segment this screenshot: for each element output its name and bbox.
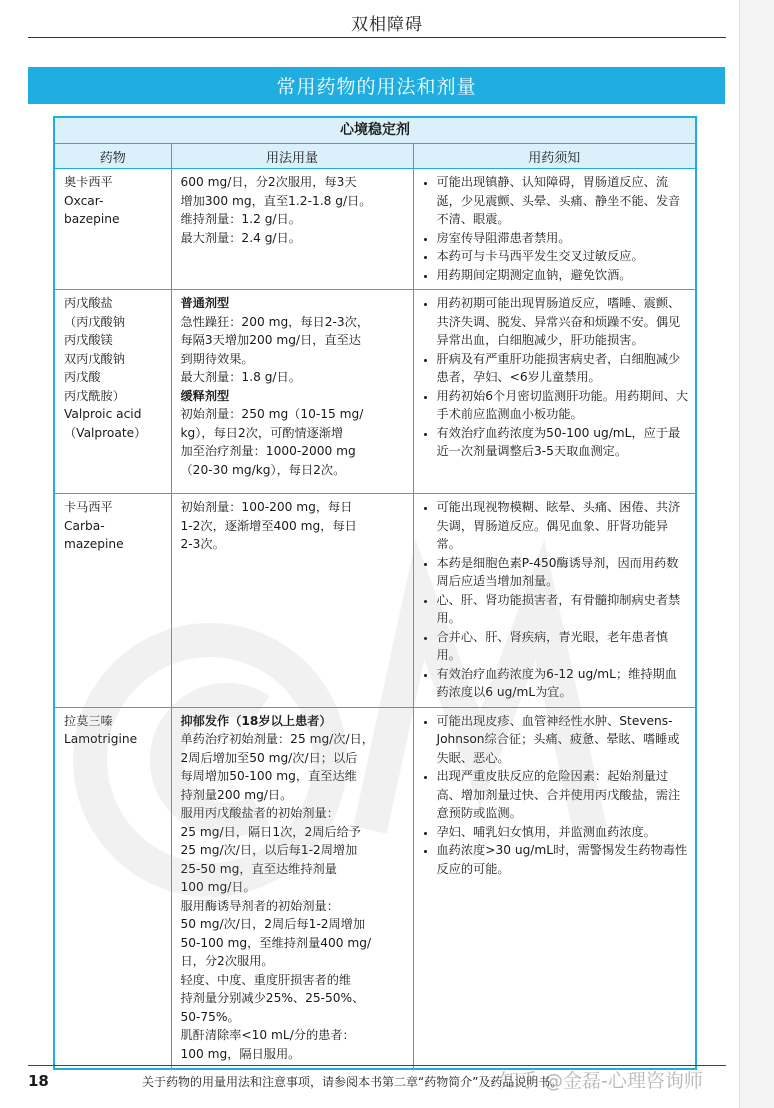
note-item: • 肝病及有严重肝功能损害病史者，白细胞减少患者，孕妇、<6岁儿童禁用。 (437, 350, 690, 387)
footer-note: 关于药物的用量用法和注意事项，请参阅本书第二章“药物简介”及药品说明书。 (142, 1075, 563, 1089)
drug-name-line: （Valproate） (64, 425, 147, 440)
drug-table-grid (55, 144, 695, 1068)
dosage-line: 急性躁狂：200 mg，每日2-3次， (180, 314, 370, 329)
source-watermark: 知乎 @金磊-心理咨询师 (500, 1070, 703, 1092)
drug-name-line: 丙戊酰胺） (64, 388, 125, 403)
dosage-line: 肌酐清除率<10 mL/分的患者： (180, 1028, 355, 1042)
table-row (55, 494, 695, 708)
dosage-line: 2周后增加至50 mg/次/日；以后 (180, 750, 358, 765)
dosage-line: 服用酶诱导剂者的初始剂量： (180, 898, 339, 913)
dosage-heading: 缓释剂型 (180, 388, 230, 403)
dosage-cell (171, 494, 413, 708)
note-item: • 血药浓度>30 ug/mL时，需警惕发生药物毒性反应的可能。 (437, 841, 690, 878)
dosage-line: 每隔3天增加200 mg/日，直至达 (180, 333, 361, 347)
dosage-line: kg），每日2次，可酌情逐渐增 (180, 425, 344, 440)
dosage-line: 日，分2次服用。 (180, 954, 274, 968)
drug-name-line: （丙戊酸钠 (64, 314, 125, 329)
drug-name-cell (55, 494, 171, 708)
dosage-line: 100 mg，隔日服用。 (180, 1046, 301, 1061)
dosage-heading: 普通剂型 (180, 296, 230, 310)
table-row (55, 707, 695, 1068)
dosage-line: 初始剂量：250 mg（10-15 mg/ (180, 407, 364, 421)
column-header-drug: 药物 (55, 144, 171, 169)
drug-name-line: Valproic acid (64, 407, 142, 421)
drug-name-cell (55, 290, 171, 494)
dosage-line: 初始剂量：100-200 mg，每日 (180, 500, 353, 514)
dosage-line: 25 mg/日，隔日1次，2周后给予 (180, 824, 361, 839)
side-tab (739, 0, 774, 1108)
dosage-line: 最大剂量：1.8 g/日。 (180, 370, 301, 384)
dosage-line: 每周增加50-100 mg，直至达维 (180, 769, 357, 783)
drug-name-line: 奥卡西平 (64, 175, 113, 189)
dosage-line: 持剂量分别减少25%、25-50%、 (180, 991, 365, 1005)
dosage-line: 单药治疗初始剂量：25 mg/次/日， (180, 732, 374, 746)
drug-name-line: 丙戊酸镁 (64, 333, 113, 347)
drug-name-line: 拉莫三嗪 (64, 713, 113, 728)
notes-list (423, 173, 690, 284)
notes-cell (413, 494, 695, 708)
drug-name-line: 丙戊酸盐 (64, 296, 113, 310)
dosage-line: 加至治疗剂量：1000-2000 mg (180, 444, 356, 458)
drug-name-line: 卡马西平 (64, 500, 113, 514)
dosage-line: 25-50 mg，直至达维持剂量 (180, 861, 337, 876)
drug-name-line: mazepine (64, 537, 124, 551)
dosage-cell (171, 169, 413, 290)
drug-name-line: Lamotrigine (64, 732, 138, 746)
note-item: • 本药是细胞色素P-450酶诱导剂，因而用药数周后应适当增加剂量。 (437, 554, 690, 591)
notes-cell (413, 169, 695, 290)
dosage-line: （20-30 mg/kg），每日2次。 (180, 462, 346, 477)
drug-name-line: 丙戊酸 (64, 370, 101, 384)
drug-name-line: 双丙戊酸钠 (64, 351, 125, 366)
drug-name-line: bazepine (64, 212, 120, 226)
note-item: • 有效治疗血药浓度为6-12 ug/mL；维持期血药浓度以6 ug/mL为宜。 (437, 665, 690, 702)
drug-name-line: Carba- (64, 518, 105, 533)
table-row (55, 290, 695, 494)
section-banner: 常用药物的用法和剂量 (28, 67, 725, 104)
dosage-line: 100 mg/日。 (180, 880, 256, 894)
dosage-line: 50-100 mg，至维持剂量400 mg/ (180, 935, 372, 950)
note-item: • 用药初始6个月密切监测肝功能。用药期间、大手术前应监测血小板功能。 (437, 387, 690, 424)
note-item: • 房室传导阻滞患者禁用。 (437, 229, 690, 248)
dosage-line: 服用丙戊酸盐者的初始剂量： (180, 806, 339, 820)
header-divider (28, 37, 726, 38)
dosage-line: 维持剂量：1.2 g/日。 (180, 212, 301, 226)
dosage-line: 增加300 mg，直至1.2-1.8 g/日。 (180, 193, 372, 208)
drug-name-line: Oxcar- (64, 193, 104, 208)
note-item: • 用药期间定期测定血钠，避免饮酒。 (437, 266, 690, 285)
note-item: • 心、肝、肾功能损害者，有骨髓抑制病史者禁用。 (437, 591, 690, 628)
note-item: • 本药可与卡马西平发生交叉过敏反应。 (437, 247, 690, 266)
dosage-heading: 抑郁发作（18岁以上患者） (180, 713, 332, 728)
dosage-line: 到期待效果。 (180, 351, 254, 366)
notes-list (423, 712, 690, 879)
dosage-cell (171, 707, 413, 1068)
notes-cell (413, 707, 695, 1068)
drug-table (53, 116, 697, 1070)
table-title: 心境稳定剂 (55, 118, 695, 144)
drug-name-cell (55, 707, 171, 1068)
dosage-line: 持剂量200 mg/日。 (180, 787, 293, 802)
note-item: • 可能出现视物模糊、眩晕、头痛、困倦、共济失调，胃肠道反应。偶见血象、肝肾功能异常。 (437, 498, 690, 554)
dosage-line: 最大剂量：2.4 g/日。 (180, 230, 301, 245)
note-item: • 合并心、肝、肾疾病，青光眼，老年患者慎用。 (437, 628, 690, 665)
dosage-line: 1-2次，逐渐增至400 mg，每日 (180, 518, 357, 533)
note-item: • 出现严重皮肤反应的危险因素：起始剂量过高、增加剂量过快、合并使用丙戊酸盐，需注意预防或监测。 (437, 767, 690, 823)
column-header-dosage: 用法用量 (171, 144, 413, 169)
dosage-line: 轻度、中度、重度肝损害者的维 (180, 972, 352, 987)
note-item: • 孕妇、哺乳妇女慎用，并监测血药浓度。 (437, 823, 690, 842)
notes-cell (413, 290, 695, 494)
running-header: 双相障碍 (351, 15, 423, 35)
dosage-line: 50-75%。 (180, 1009, 240, 1024)
note-item: • 用药初期可能出现胃肠道反应，嗜睡、震颤、共济失调、脱发、异常兴奋和烦躁不安。偶见异常出血，白细胞减少，肝功能损害。 (437, 294, 690, 350)
note-item: • 有效治疗血药浓度为50-100 ug/mL，应于最近一次剂量调整后3-5天取血测定。 (437, 424, 690, 461)
column-header-notes: 用药须知 (413, 144, 695, 169)
page-number: 18 (28, 1072, 49, 1090)
notes-list (423, 498, 690, 702)
drug-name-cell (55, 169, 171, 290)
dosage-cell (171, 290, 413, 494)
dosage-line: 2-3次。 (180, 537, 225, 551)
dosage-line: 25 mg/次/日，以后每1-2周增加 (180, 843, 358, 857)
dosage-line: 600 mg/日，分2次服用，每3天 (180, 175, 357, 189)
note-item: • 可能出现皮疹、血管神经性水肿、Stevens-Johnson综合征；头痛、疲惫、晕眩、嗜睡或失眠、恶心。 (437, 712, 690, 768)
table-row (55, 169, 695, 290)
table-header-row (55, 144, 695, 169)
notes-list (423, 294, 690, 461)
dosage-line: 50 mg/次/日，2周后每1-2周增加 (180, 917, 366, 931)
note-item: • 可能出现镇静、认知障碍，胃肠道反应、流涎，少见震颤、头晕、头痛、静坐不能、发音不清、眼震。 (437, 173, 690, 229)
